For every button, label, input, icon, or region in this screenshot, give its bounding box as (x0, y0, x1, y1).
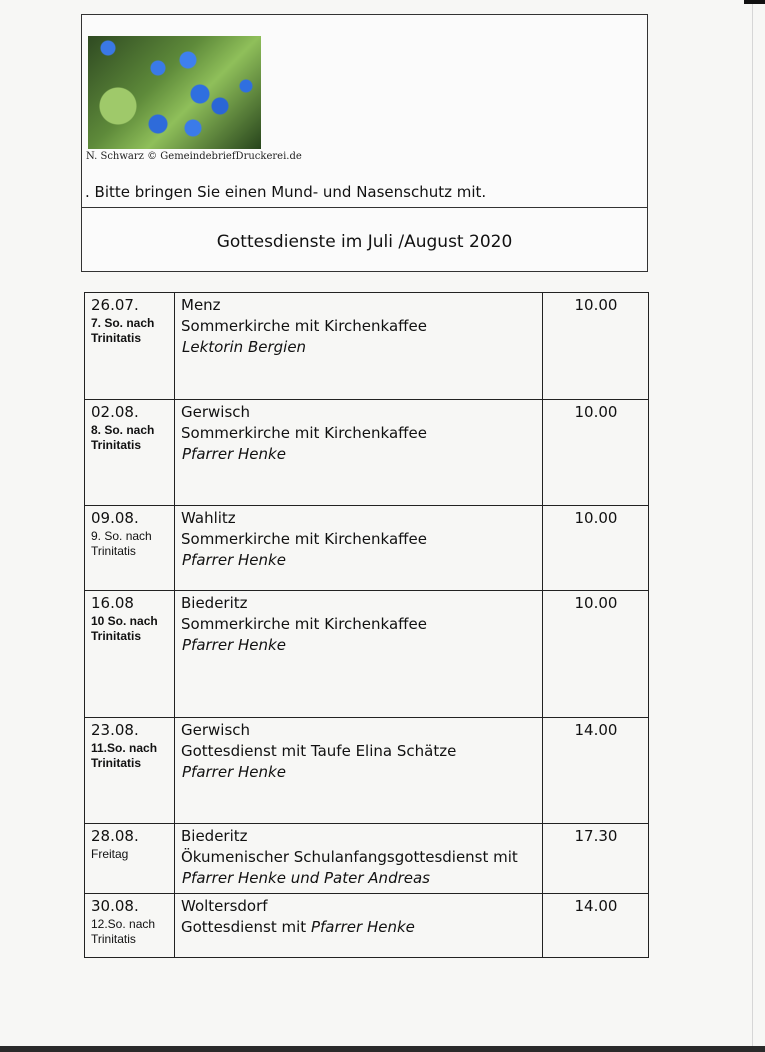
photo-credit: N. Schwarz © GemeindebriefDruckerei.de (86, 151, 302, 162)
table-row (85, 400, 648, 505)
table-row (85, 824, 648, 893)
service-occasion: 11.So. nach Trinitatis (91, 741, 158, 770)
service-description: Sommerkirche mit Kirchenkaffee (181, 317, 427, 335)
service-occasion: 7. So. nach Trinitatis (91, 316, 155, 345)
service-date: 02.08. (91, 403, 139, 421)
service-date: 23.08. (91, 721, 139, 739)
service-date: 09.08. (91, 509, 139, 527)
service-description: Gottesdienst mit Taufe Elina Schätze (181, 742, 457, 760)
service-time: 10.00 (574, 594, 618, 612)
service-time: 10.00 (574, 509, 618, 527)
service-minister: Pfarrer Henke (182, 445, 286, 463)
page-edge (752, 0, 753, 1052)
service-place: Menz (181, 296, 221, 314)
service-place: Biederitz (181, 827, 248, 845)
service-date: 16.08 (91, 594, 134, 612)
service-description (181, 918, 415, 936)
service-minister: Pfarrer Henke (182, 763, 286, 781)
service-place: Woltersdorf (181, 897, 268, 915)
service-text: Gottesdienst mit (181, 918, 307, 936)
service-time: 14.00 (574, 897, 618, 915)
service-minister: Pfarrer Henke (182, 551, 286, 569)
service-description: Sommerkirche mit Kirchenkaffee (181, 424, 427, 442)
service-minister: Lektorin Bergien (182, 338, 307, 356)
header-box (81, 14, 648, 272)
service-time: 17.30 (574, 827, 618, 845)
service-place: Wahlitz (181, 509, 236, 527)
service-place: Biederitz (181, 594, 248, 612)
service-occasion: 10 So. nach Trinitatis (91, 614, 158, 643)
table-row (85, 894, 648, 957)
service-minister: Pfarrer Henke und Pater Andreas (182, 869, 430, 887)
service-minister: Pfarrer Henke (310, 918, 415, 936)
table-row (85, 591, 648, 717)
service-place: Gerwisch (181, 721, 251, 739)
service-description: Sommerkirche mit Kirchenkaffee (181, 530, 427, 548)
mask-notice: . Bitte bringen Sie einen Mund- und Nasenschutz mit. (85, 183, 487, 201)
header-divider (82, 207, 647, 208)
service-time: 14.00 (574, 721, 618, 739)
service-occasion: Freitag (91, 847, 129, 861)
table-row (85, 718, 648, 823)
service-time: 10.00 (574, 403, 618, 421)
service-occasion: 8. So. nach Trinitatis (91, 423, 155, 452)
service-date: 28.08. (91, 827, 139, 845)
service-date: 30.08. (91, 897, 139, 915)
page-bottom-edge (0, 1046, 765, 1052)
service-description: Ökumenischer Schulanfangsgottesdienst mit (181, 848, 518, 866)
table-row (85, 506, 648, 590)
service-time: 10.00 (574, 296, 618, 314)
service-place: Gerwisch (181, 403, 251, 421)
service-minister: Pfarrer Henke (182, 636, 286, 654)
service-schedule-table (84, 292, 649, 958)
service-date: 26.07. (91, 296, 139, 314)
service-description: Sommerkirche mit Kirchenkaffee (181, 615, 427, 633)
page-title: Gottesdienste im Juli /August 2020 (216, 232, 513, 252)
scan-corner-mark (744, 0, 765, 4)
service-occasion: 12.So. nach Trinitatis (91, 917, 156, 946)
table-row (85, 293, 648, 399)
flower-photo (88, 36, 261, 149)
service-occasion: 9. So. nach Trinitatis (91, 529, 152, 558)
